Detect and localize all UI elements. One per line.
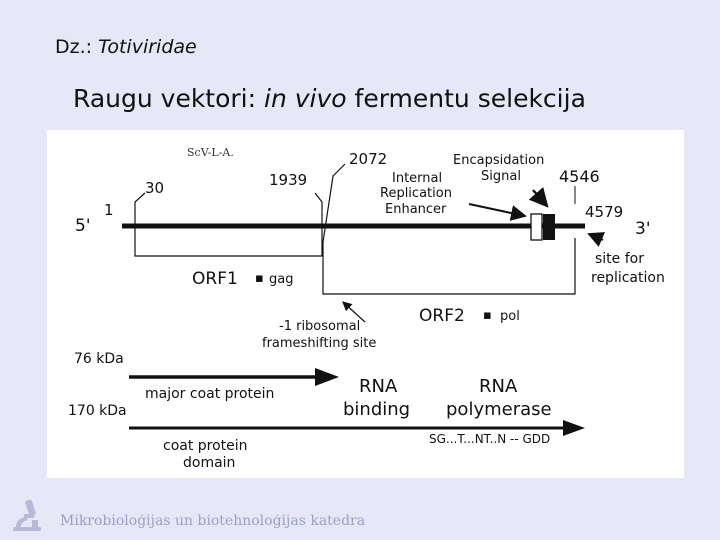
scan-label: ScV-L-A.: [187, 146, 234, 159]
coat-domain-line1: coat protein: [163, 438, 248, 454]
major-coat-label: major coat protein: [145, 386, 275, 402]
encapsidation-arrow: [533, 190, 547, 206]
orf2-label: pol: [500, 309, 520, 324]
enhancer-arrow: [469, 204, 525, 216]
subtitle-prefix: Dz.:: [55, 36, 93, 58]
position-2072-label: 2072: [349, 150, 388, 168]
kda76-arrowhead: [315, 368, 339, 386]
encapsidation-line2: Signal: [481, 169, 521, 184]
frameshift-line2: frameshifting site: [262, 336, 377, 351]
kda76-label: 76 kDa: [74, 351, 124, 367]
genome-figure: [47, 130, 684, 478]
enhancer-line2: Replication: [380, 186, 452, 201]
position-4546-label: 4546: [559, 167, 600, 186]
encapsidation-line1: Encapsidation: [453, 153, 545, 168]
genome-diagram: [47, 130, 684, 478]
position-30-label: 30: [145, 179, 165, 197]
subtitle-family: Totiviridae: [98, 36, 197, 58]
rna-polymerase-line1: RNA: [479, 376, 518, 397]
kda170-label: 170 kDa: [68, 403, 127, 419]
orf2-dot: ▪: [483, 308, 492, 323]
three-prime-label: 3': [635, 219, 651, 239]
rna-binding-line1: RNA: [359, 376, 398, 397]
rna-binding-line2: binding: [343, 399, 411, 420]
title-post: fermentu selekcija: [346, 84, 586, 113]
five-prime-label: 5': [75, 216, 91, 236]
footer-text: Mikrobioloģijas un biotehnoloģijas katedra: [60, 513, 366, 529]
orf1-label: gag: [269, 272, 294, 287]
enhancer-line1: Internal: [392, 171, 443, 186]
orf1-name: ORF1: [192, 269, 238, 289]
enhancer-box: [531, 214, 542, 240]
kda170-arrowhead: [563, 420, 585, 436]
title-pre: Raugu vektori:: [73, 84, 264, 113]
position-1939-label: 1939: [269, 171, 308, 189]
title-italic: in vivo: [264, 84, 347, 113]
frameshift-line1: -1 ribosomal: [279, 319, 361, 334]
coat-domain-line2: domain: [183, 455, 236, 471]
site-line1: site for: [595, 251, 644, 267]
rna-polymerase-line2: polymerase: [446, 399, 552, 420]
orf1-dot: ▪: [255, 271, 264, 286]
orf2-name: ORF2: [419, 306, 465, 326]
position-1-label: 1: [104, 201, 114, 219]
encapsidation-signal-box: [543, 214, 555, 240]
subtitle: [55, 36, 197, 58]
motif-label: SG...T...NT..N -- GDD: [429, 432, 551, 446]
site-line2: replication: [591, 270, 665, 286]
microscope-icon: [10, 498, 50, 532]
replication-site-arrow: [589, 234, 603, 240]
page-title: [73, 84, 586, 113]
position-4579-label: 4579: [585, 203, 624, 221]
footer: [10, 498, 410, 532]
enhancer-line3: Enhancer: [385, 202, 447, 217]
